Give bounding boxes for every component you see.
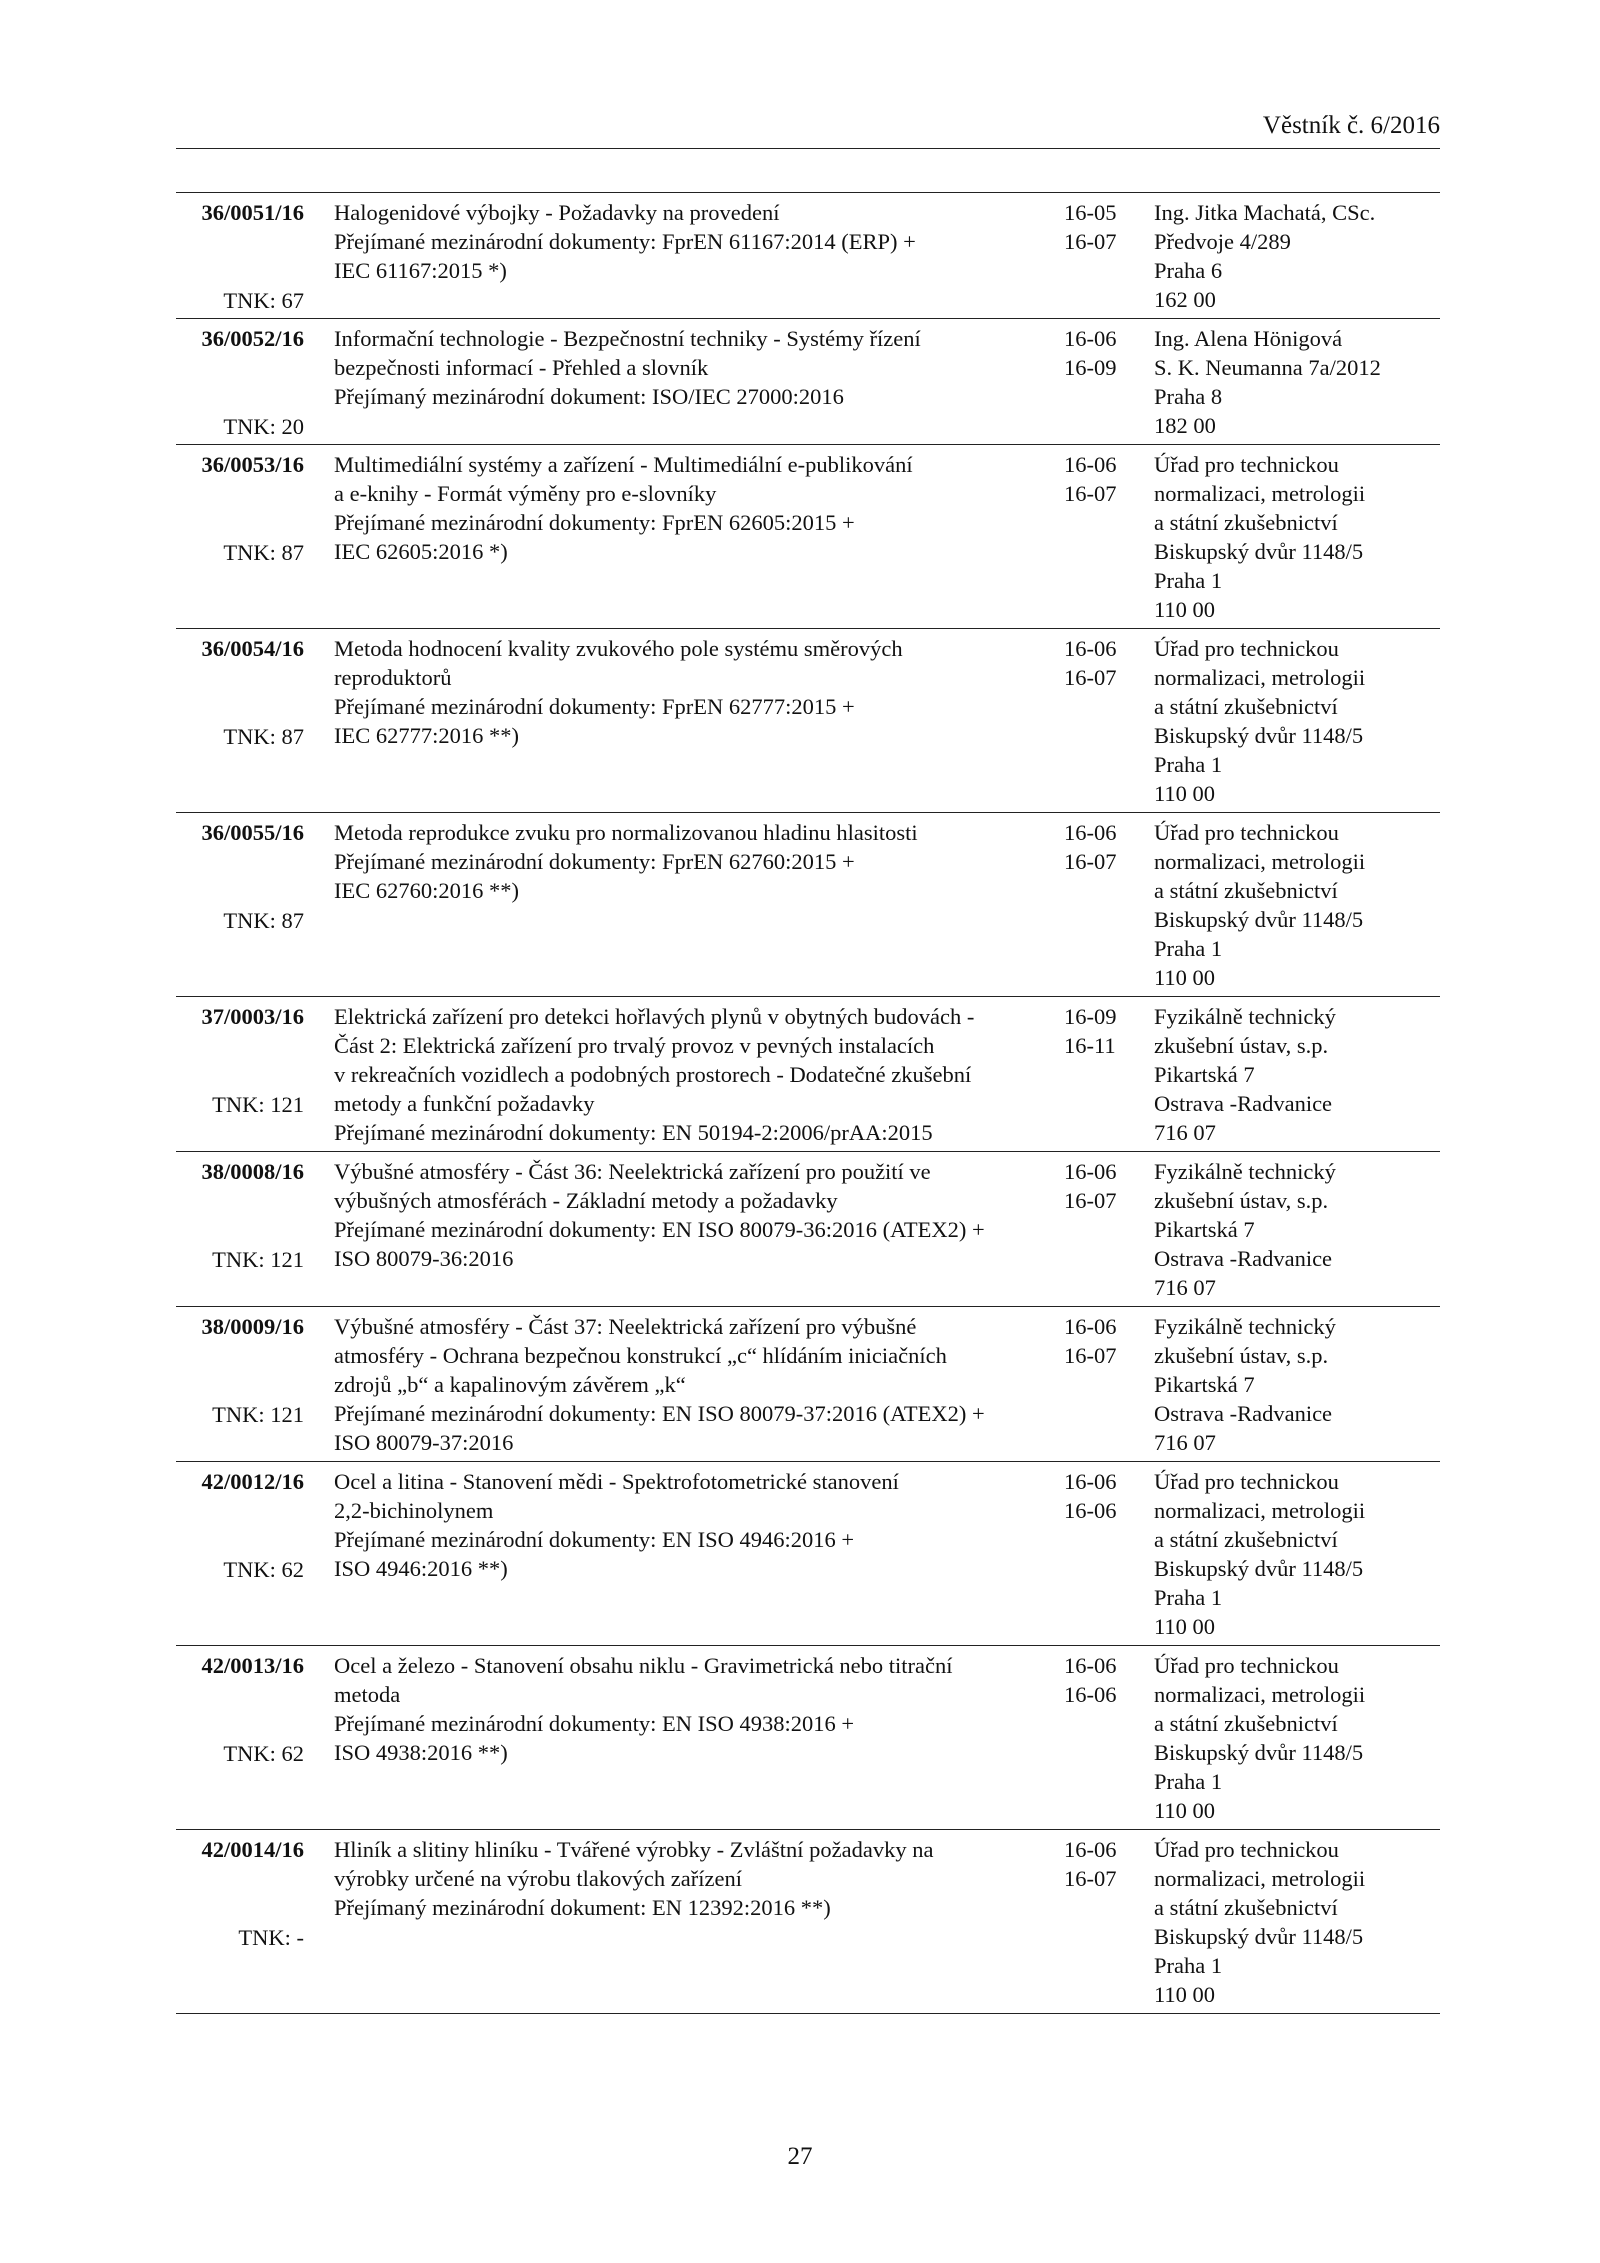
address-line: 110 00 bbox=[1154, 1982, 1216, 2007]
date-value: 16-06 bbox=[1064, 1469, 1117, 1494]
contact-address bbox=[1154, 1157, 1440, 1302]
contact-address bbox=[1154, 324, 1440, 440]
contact-address bbox=[1154, 1835, 1440, 2009]
title-line: zdrojů „b“ a kapalinovým závěrem „k“ bbox=[334, 1372, 686, 1397]
title-line: IEC 62777:2016 **) bbox=[334, 723, 519, 748]
date-value: 16-06 bbox=[1064, 1682, 1117, 1707]
address-line: a státní zkušebnictví bbox=[1154, 1895, 1338, 1920]
address-line: normalizaci, metrologii bbox=[1154, 1866, 1366, 1891]
address-line: normalizaci, metrologii bbox=[1154, 1682, 1366, 1707]
address-line: Fyzikálně technický bbox=[1154, 1314, 1336, 1339]
address-line: 716 07 bbox=[1154, 1120, 1216, 1145]
standard-code-cell bbox=[176, 634, 304, 749]
standard-code-cell bbox=[176, 1157, 304, 1272]
address-line: Biskupský dvůr 1148/5 bbox=[1154, 1924, 1364, 1949]
address-line: Pikartská 7 bbox=[1154, 1372, 1255, 1397]
address-line: Praha 1 bbox=[1154, 1585, 1223, 1610]
standard-code-cell bbox=[176, 324, 304, 439]
table-row bbox=[176, 445, 1440, 629]
address-line: Biskupský dvůr 1148/5 bbox=[1154, 539, 1364, 564]
address-line: Praha 1 bbox=[1154, 1769, 1223, 1794]
standards-table bbox=[176, 192, 1440, 2014]
date-value: 16-06 bbox=[1064, 1837, 1117, 1862]
standard-title bbox=[334, 634, 1034, 750]
title-line: ISO 4938:2016 **) bbox=[334, 1740, 508, 1765]
table-row bbox=[176, 1462, 1440, 1646]
date-value: 16-06 bbox=[1064, 820, 1117, 845]
contact-address bbox=[1154, 818, 1440, 992]
tnk-label: TNK: 67 bbox=[223, 288, 304, 313]
title-line: IEC 61167:2015 *) bbox=[334, 258, 507, 283]
date-value: 16-06 bbox=[1064, 636, 1117, 661]
title-line: Metoda hodnocení kvality zvukového pole systému směrových bbox=[334, 636, 903, 661]
dates-cell bbox=[1064, 1835, 1134, 1893]
title-line: Přejímané mezinárodní dokumenty: EN 50194-2:2006/prAA:2015 bbox=[334, 1120, 933, 1145]
address-line: zkušební ústav, s.p. bbox=[1154, 1343, 1329, 1368]
title-line: IEC 62605:2016 *) bbox=[334, 539, 508, 564]
date-value: 16-07 bbox=[1064, 849, 1117, 874]
title-line: Ocel a litina - Stanovení mědi - Spektrofotometrické stanovení bbox=[334, 1469, 899, 1494]
address-line: Úřad pro technickou bbox=[1154, 1469, 1339, 1494]
standard-code-cell bbox=[176, 1467, 304, 1582]
table-row bbox=[176, 319, 1440, 445]
standard-code: 42/0012/16 bbox=[201, 1469, 304, 1494]
address-line: 110 00 bbox=[1154, 965, 1216, 990]
address-line: 716 07 bbox=[1154, 1430, 1216, 1455]
table-row bbox=[176, 1646, 1440, 1830]
address-line: 110 00 bbox=[1154, 597, 1216, 622]
title-line: ISO 80079-37:2016 bbox=[334, 1430, 514, 1455]
dates-cell bbox=[1064, 1157, 1134, 1215]
standard-code-cell bbox=[176, 1651, 304, 1766]
dates-cell bbox=[1064, 324, 1134, 382]
date-value: 16-11 bbox=[1064, 1033, 1116, 1058]
address-line: Předvoje 4/289 bbox=[1154, 229, 1291, 254]
tnk-label: TNK: 121 bbox=[212, 1247, 304, 1272]
dates-cell bbox=[1064, 634, 1134, 692]
date-value: 16-06 bbox=[1064, 1653, 1117, 1678]
standard-title bbox=[334, 198, 1034, 285]
address-line: Fyzikálně technický bbox=[1154, 1159, 1336, 1184]
table-row bbox=[176, 997, 1440, 1152]
address-line: a státní zkušebnictví bbox=[1154, 1527, 1338, 1552]
address-line: Ostrava -Radvanice bbox=[1154, 1401, 1333, 1426]
address-line: Biskupský dvůr 1148/5 bbox=[1154, 907, 1364, 932]
standard-title bbox=[334, 1157, 1034, 1273]
tnk-label: TNK: - bbox=[238, 1925, 304, 1950]
dates-cell bbox=[1064, 1002, 1134, 1060]
address-line: a státní zkušebnictví bbox=[1154, 1711, 1338, 1736]
address-line: 110 00 bbox=[1154, 1614, 1216, 1639]
address-line: Úřad pro technickou bbox=[1154, 820, 1339, 845]
contact-address bbox=[1154, 1651, 1440, 1825]
standard-code-cell bbox=[176, 1835, 304, 1950]
tnk-label: TNK: 121 bbox=[212, 1402, 304, 1427]
standard-code: 36/0054/16 bbox=[201, 636, 304, 661]
date-value: 16-06 bbox=[1064, 326, 1117, 351]
dates-cell bbox=[1064, 1651, 1134, 1709]
address-line: 110 00 bbox=[1154, 781, 1216, 806]
address-line: normalizaci, metrologii bbox=[1154, 481, 1366, 506]
address-line: zkušební ústav, s.p. bbox=[1154, 1188, 1329, 1213]
address-line: normalizaci, metrologii bbox=[1154, 1498, 1366, 1523]
tnk-label: TNK: 62 bbox=[223, 1741, 304, 1766]
title-line: 2,2-bichinolynem bbox=[334, 1498, 494, 1523]
standard-code: 36/0055/16 bbox=[201, 820, 304, 845]
standard-title bbox=[334, 1312, 1034, 1457]
title-line: výrobky určené na výrobu tlakových zařízení bbox=[334, 1866, 742, 1891]
title-line: Část 2: Elektrická zařízení pro trvalý provoz v pevných instalacích bbox=[334, 1033, 935, 1058]
table-row bbox=[176, 1830, 1440, 2014]
date-value: 16-05 bbox=[1064, 200, 1117, 225]
title-line: Přejímaný mezinárodní dokument: ISO/IEC 27000:2016 bbox=[334, 384, 844, 409]
dates-cell bbox=[1064, 818, 1134, 876]
tnk-label: TNK: 87 bbox=[223, 724, 304, 749]
dates-cell bbox=[1064, 450, 1134, 508]
title-line: Halogenidové výbojky - Požadavky na provedení bbox=[334, 200, 780, 225]
table-row bbox=[176, 1307, 1440, 1462]
address-line: normalizaci, metrologii bbox=[1154, 849, 1366, 874]
title-line: Přejímané mezinárodní dokumenty: FprEN 62760:2015 + bbox=[334, 849, 855, 874]
standard-title bbox=[334, 450, 1034, 566]
date-value: 16-06 bbox=[1064, 1498, 1117, 1523]
title-line: reproduktorů bbox=[334, 665, 452, 690]
contact-address bbox=[1154, 1312, 1440, 1457]
date-value: 16-07 bbox=[1064, 1343, 1117, 1368]
title-line: výbušných atmosférách - Základní metody a požadavky bbox=[334, 1188, 838, 1213]
title-line: Přejímané mezinárodní dokumenty: FprEN 62777:2015 + bbox=[334, 694, 855, 719]
standard-code: 42/0013/16 bbox=[201, 1653, 304, 1678]
address-line: 162 00 bbox=[1154, 287, 1216, 312]
standard-code-cell bbox=[176, 1312, 304, 1427]
address-line: zkušební ústav, s.p. bbox=[1154, 1033, 1329, 1058]
address-line: Praha 1 bbox=[1154, 1953, 1223, 1978]
standard-code-cell bbox=[176, 198, 304, 313]
tnk-label: TNK: 121 bbox=[212, 1092, 304, 1117]
title-line: ISO 4946:2016 **) bbox=[334, 1556, 508, 1581]
contact-address bbox=[1154, 198, 1440, 314]
address-line: Ostrava -Radvanice bbox=[1154, 1246, 1333, 1271]
contact-address bbox=[1154, 634, 1440, 808]
title-line: Přejímané mezinárodní dokumenty: EN ISO 80079-37:2016 (ATEX2) + bbox=[334, 1401, 985, 1426]
date-value: 16-07 bbox=[1064, 665, 1117, 690]
title-line: Ocel a železo - Stanovení obsahu niklu - Gravimetrická nebo titrační bbox=[334, 1653, 953, 1678]
standard-title bbox=[334, 1467, 1034, 1583]
title-line: Přejímané mezinárodní dokumenty: EN ISO 4938:2016 + bbox=[334, 1711, 855, 1736]
title-line: Přejímané mezinárodní dokumenty: EN ISO 4946:2016 + bbox=[334, 1527, 855, 1552]
address-line: Praha 6 bbox=[1154, 258, 1223, 283]
address-line: 182 00 bbox=[1154, 413, 1216, 438]
address-line: a státní zkušebnictví bbox=[1154, 878, 1338, 903]
table-row bbox=[176, 193, 1440, 319]
standard-code-cell bbox=[176, 818, 304, 933]
address-line: Praha 1 bbox=[1154, 752, 1223, 777]
title-line: ISO 80079-36:2016 bbox=[334, 1246, 514, 1271]
title-line: Přejímané mezinárodní dokumenty: FprEN 62605:2015 + bbox=[334, 510, 855, 535]
address-line: S. K. Neumanna 7a/2012 bbox=[1154, 355, 1381, 380]
date-value: 16-07 bbox=[1064, 229, 1117, 254]
standard-title bbox=[334, 818, 1034, 905]
standard-code-cell bbox=[176, 1002, 304, 1117]
address-line: Pikartská 7 bbox=[1154, 1217, 1255, 1242]
standard-code: 42/0014/16 bbox=[201, 1837, 304, 1862]
address-line: Praha 1 bbox=[1154, 936, 1223, 961]
contact-address bbox=[1154, 1467, 1440, 1641]
title-line: Přejímané mezinárodní dokumenty: EN ISO 80079-36:2016 (ATEX2) + bbox=[334, 1217, 985, 1242]
title-line: Výbušné atmosféry - Část 36: Neelektrická zařízení pro použití ve bbox=[334, 1159, 931, 1184]
date-value: 16-09 bbox=[1064, 355, 1117, 380]
bulletin-title: Věstník č. 6/2016 bbox=[1262, 112, 1440, 139]
table-row bbox=[176, 813, 1440, 997]
address-line: Ing. Jitka Machatá, CSc. bbox=[1154, 200, 1376, 225]
title-line: Informační technologie - Bezpečnostní techniky - Systémy řízení bbox=[334, 326, 921, 351]
title-line: IEC 62760:2016 **) bbox=[334, 878, 519, 903]
tnk-label: TNK: 62 bbox=[223, 1557, 304, 1582]
standard-code: 36/0052/16 bbox=[201, 326, 304, 351]
standard-title bbox=[334, 1651, 1034, 1767]
address-line: Úřad pro technickou bbox=[1154, 1837, 1339, 1862]
address-line: normalizaci, metrologii bbox=[1154, 665, 1366, 690]
title-line: metoda bbox=[334, 1682, 401, 1707]
address-line: Úřad pro technickou bbox=[1154, 636, 1339, 661]
address-line: Biskupský dvůr 1148/5 bbox=[1154, 723, 1364, 748]
title-line: a e-knihy - Formát výměny pro e-slovníky bbox=[334, 481, 717, 506]
date-value: 16-06 bbox=[1064, 1314, 1117, 1339]
title-line: Elektrická zařízení pro detekci hořlavých plynů v obytných budovách - bbox=[334, 1004, 975, 1029]
dates-cell bbox=[1064, 1312, 1134, 1370]
address-line: 110 00 bbox=[1154, 1798, 1216, 1823]
title-line: bezpečnosti informací - Přehled a slovník bbox=[334, 355, 709, 380]
standard-title bbox=[334, 324, 1034, 411]
title-line: v rekreačních vozidlech a podobných prostorech - Dodatečné zkušební bbox=[334, 1062, 972, 1087]
title-line: atmosféry - Ochrana bezpečnou konstrukcí „c“ hlídáním iniciačních bbox=[334, 1343, 947, 1368]
standard-code: 38/0008/16 bbox=[201, 1159, 304, 1184]
page-header bbox=[176, 111, 1440, 149]
standard-code: 37/0003/16 bbox=[201, 1004, 304, 1029]
page-number: 27 bbox=[787, 2143, 813, 2170]
standard-code-cell bbox=[176, 450, 304, 565]
standard-code: 36/0053/16 bbox=[201, 452, 304, 477]
date-value: 16-07 bbox=[1064, 1188, 1117, 1213]
tnk-label: TNK: 87 bbox=[223, 540, 304, 565]
standard-code: 36/0051/16 bbox=[201, 200, 304, 225]
dates-cell bbox=[1064, 1467, 1134, 1525]
address-line: Fyzikálně technický bbox=[1154, 1004, 1336, 1029]
address-line: Ing. Alena Hönigová bbox=[1154, 326, 1343, 351]
address-line: Úřad pro technickou bbox=[1154, 452, 1339, 477]
tnk-label: TNK: 87 bbox=[223, 908, 304, 933]
standard-code: 38/0009/16 bbox=[201, 1314, 304, 1339]
table-row bbox=[176, 629, 1440, 813]
title-line: Multimediální systémy a zařízení - Multimediální e-publikování bbox=[334, 452, 913, 477]
standard-title bbox=[334, 1835, 1034, 1922]
standard-title bbox=[334, 1002, 1034, 1147]
title-line: Hliník a slitiny hliníku - Tvářené výrobky - Zvláštní požadavky na bbox=[334, 1837, 934, 1862]
address-line: a státní zkušebnictví bbox=[1154, 510, 1338, 535]
address-line: Praha 8 bbox=[1154, 384, 1223, 409]
date-value: 16-09 bbox=[1064, 1004, 1117, 1029]
address-line: Biskupský dvůr 1148/5 bbox=[1154, 1740, 1364, 1765]
date-value: 16-06 bbox=[1064, 452, 1117, 477]
table-row bbox=[176, 1152, 1440, 1307]
address-line: Biskupský dvůr 1148/5 bbox=[1154, 1556, 1364, 1581]
title-line: Přejímané mezinárodní dokumenty: FprEN 61167:2014 (ERP) + bbox=[334, 229, 916, 254]
address-line: 716 07 bbox=[1154, 1275, 1216, 1300]
address-line: Ostrava -Radvanice bbox=[1154, 1091, 1333, 1116]
address-line: Úřad pro technickou bbox=[1154, 1653, 1339, 1678]
date-value: 16-06 bbox=[1064, 1159, 1117, 1184]
address-line: Pikartská 7 bbox=[1154, 1062, 1255, 1087]
date-value: 16-07 bbox=[1064, 481, 1117, 506]
title-line: metody a funkční požadavky bbox=[334, 1091, 595, 1116]
date-value: 16-07 bbox=[1064, 1866, 1117, 1891]
tnk-label: TNK: 20 bbox=[223, 414, 304, 439]
contact-address bbox=[1154, 1002, 1440, 1147]
dates-cell bbox=[1064, 198, 1134, 256]
title-line: Výbušné atmosféry - Část 37: Neelektrická zařízení pro výbušné bbox=[334, 1314, 917, 1339]
contact-address bbox=[1154, 450, 1440, 624]
title-line: Přejímaný mezinárodní dokument: EN 12392:2016 **) bbox=[334, 1895, 831, 1920]
title-line: Metoda reprodukce zvuku pro normalizovanou hladinu hlasitosti bbox=[334, 820, 918, 845]
address-line: Praha 1 bbox=[1154, 568, 1223, 593]
address-line: a státní zkušebnictví bbox=[1154, 694, 1338, 719]
